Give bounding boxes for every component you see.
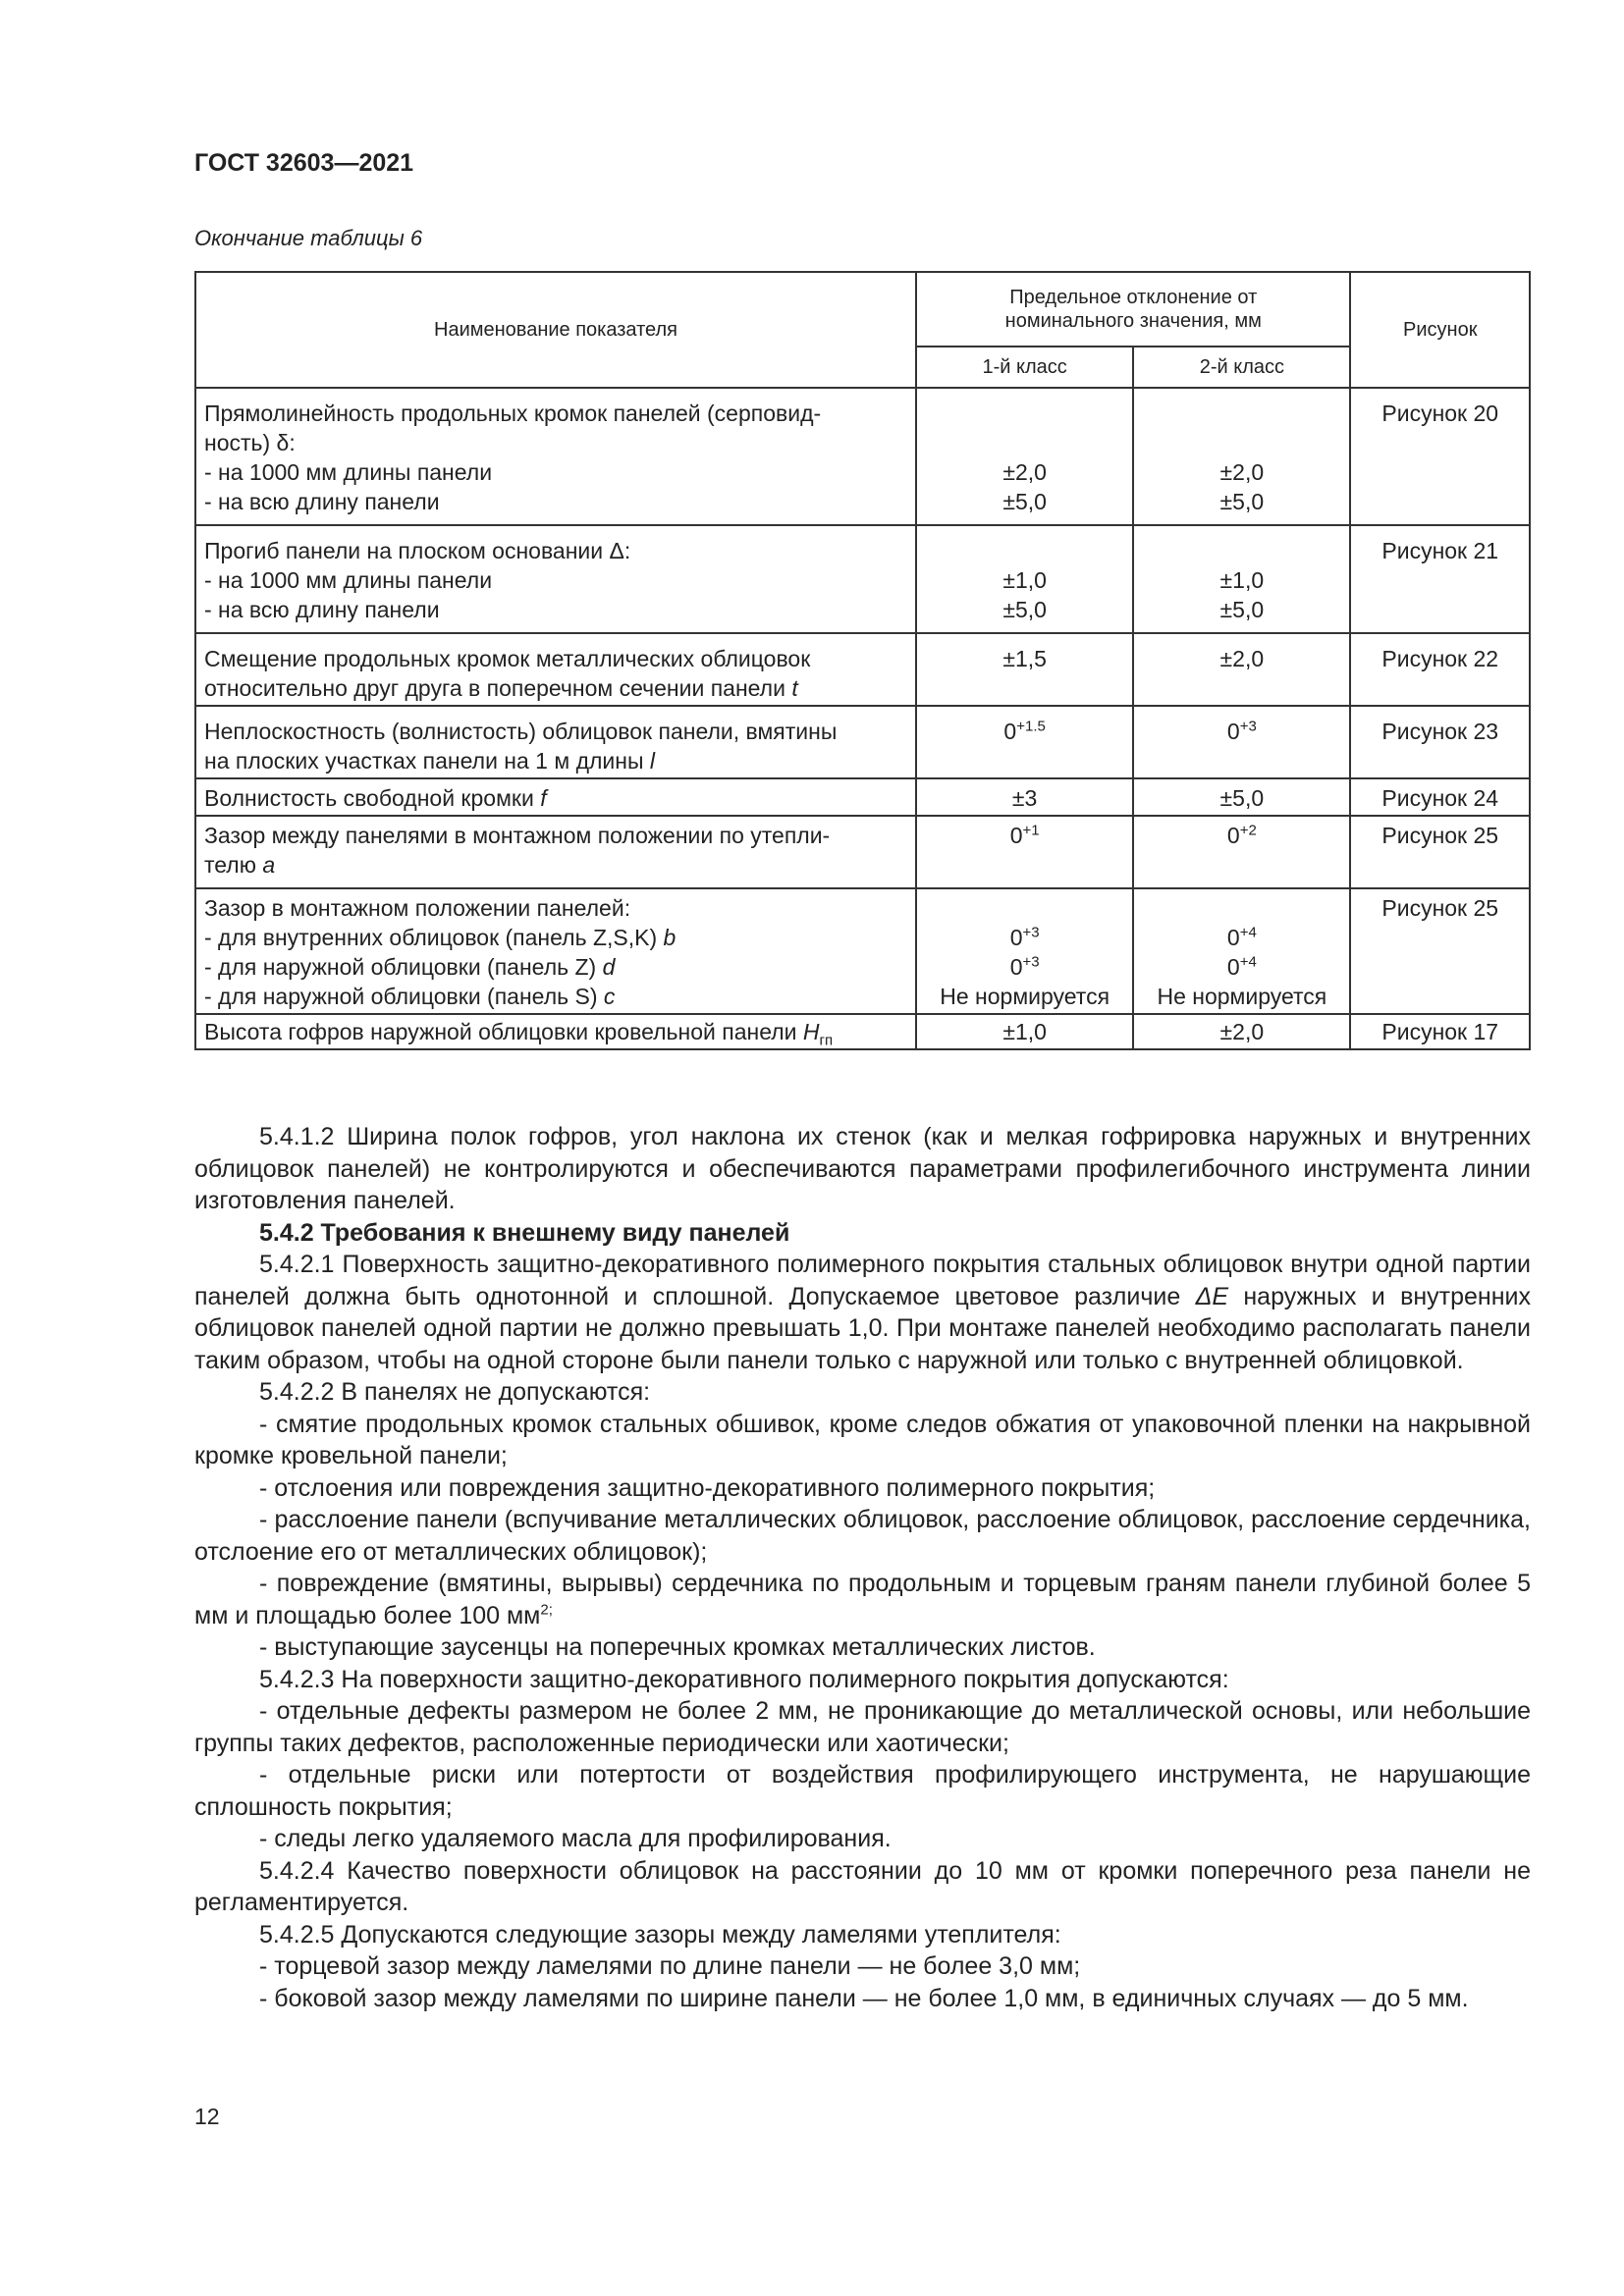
row-variable: a	[262, 852, 276, 878]
row-title-line2: относительно друг друга в поперечном сечении панели	[204, 675, 785, 701]
row-variable: t	[791, 675, 798, 701]
paragraph-part: 5.4.2.1 Поверхность защитно-декоративного полимерного покрытия стальных облицовок внутри одной партии панелей должна быть однотонной и сплошной. Допускаемое цветовое различие	[194, 1251, 1531, 1310]
paragraph-5-4-2-5: 5.4.2.5 Допускаются следующие зазоры между ламелями утеплителя:	[259, 1920, 1061, 1949]
value: ±5,0	[1219, 489, 1265, 514]
table-caption: Окончание таблицы 6	[194, 226, 423, 250]
table-row	[195, 816, 1530, 888]
list-item: - отслоения или повреждения защитно-декоративного полимерного покрытия;	[259, 1473, 1156, 1502]
paragraph-5-4-2-2: 5.4.2.2 В панелях не допускаются:	[259, 1378, 651, 1406]
table-row	[195, 778, 1530, 816]
value-base: 0	[1226, 719, 1240, 744]
row-title: Высота гофров наружной облицовки кровельной панели	[204, 1019, 797, 1044]
row-class1	[916, 525, 1133, 633]
list-item: - расслоение панели (вспучивание металлических облицовок, расслоение облицовок, расслоение сердечника, отслоение его от металлических облицовок);	[194, 1506, 1531, 1566]
value: ±1,5	[1002, 646, 1047, 671]
list-item: - смятие продольных кромок стальных обшивок, кроме следов обжатия от упаковочной пленки на накрывной кромке кровельной панели;	[194, 1410, 1531, 1469]
value: ±1,0	[1002, 1019, 1047, 1044]
value: ±2,0	[1002, 459, 1047, 485]
value-base: 0	[1226, 925, 1240, 950]
figure-ref: Рисунок 22	[1381, 646, 1499, 671]
figure-ref: Рисунок 17	[1381, 1019, 1499, 1044]
value: ±5,0	[1002, 597, 1047, 622]
row-name	[195, 1014, 916, 1049]
list-item: - отдельные риски или потертости от воздействия профилирующего инструмента, не нарушающие сплошность покрытия;	[194, 1761, 1531, 1821]
row-name	[195, 633, 916, 706]
table-row	[195, 633, 1530, 706]
row-figure	[1350, 1014, 1530, 1049]
list-item: - отдельные дефекты размером не более 2 мм, не проникающие до металлической основы, или небольшие группы таких дефектов, расположенные периодически или хаотически;	[194, 1697, 1531, 1757]
header-deviation	[916, 272, 1350, 347]
row-class1	[916, 706, 1133, 778]
value-sup: +2	[1239, 822, 1257, 839]
value-sup: +3	[1022, 924, 1040, 941]
value: ±5,0	[1002, 489, 1047, 514]
list-item: - следы легко удаляемого масла для профилирования.	[259, 1825, 892, 1852]
header-deviation-line1: Предельное отклонение от	[1009, 287, 1258, 308]
document-body	[194, 1121, 1531, 2014]
row-title: Прогиб панели на плоском основании Δ:	[204, 538, 631, 563]
row-figure	[1350, 706, 1530, 778]
header-class2: 2-й класс	[1133, 347, 1350, 388]
row-figure	[1350, 778, 1530, 816]
figure-ref: Рисунок 21	[1381, 538, 1499, 563]
row-figure	[1350, 525, 1530, 633]
row-sub-name: - для наружной облицовки (панель Z)	[204, 954, 597, 980]
row-name	[195, 706, 916, 778]
row-name	[195, 388, 916, 525]
value-base: 0	[1009, 925, 1023, 950]
table-row	[195, 1014, 1530, 1049]
header-class1: 1-й класс	[916, 347, 1133, 388]
list-item-text: - повреждение (вмятины, вырывы) сердечника по продольным и торцевым граням панели глубиной более 5 мм и площадью более 100 мм	[194, 1570, 1531, 1629]
paragraph-5-4-2-3: 5.4.2.3 На поверхности защитно-декоративного полимерного покрытия допускаются:	[259, 1665, 1229, 1693]
value-base: 0	[1003, 719, 1017, 744]
value: ±2,0	[1219, 1019, 1265, 1044]
header-figure: Рисунок	[1350, 272, 1530, 388]
row-title-line1: Зазор между панелями в монтажном положении по утепли-	[204, 823, 831, 848]
figure-ref: Рисунок 25	[1381, 823, 1499, 848]
row-variable: f	[540, 785, 547, 811]
row-name	[195, 778, 916, 816]
row-class2	[1133, 525, 1350, 633]
row-variable-sub: гп	[819, 1032, 834, 1049]
value: ±1,0	[1219, 567, 1265, 593]
row-sub-name: - для внутренних облицовок (панель Z,S,K)	[204, 925, 658, 950]
section-heading-5-4-2: 5.4.2 Требования к внешнему виду панелей	[259, 1218, 790, 1247]
list-item: - торцевой зазор между ламелями по длине панели — не более 3,0 мм;	[259, 1952, 1081, 1980]
row-variable: c	[603, 984, 616, 1009]
table-row	[195, 388, 1530, 525]
row-sub-name: - на 1000 мм длины панели	[204, 567, 493, 593]
row-class2	[1133, 1014, 1350, 1049]
value-base: 0	[1009, 823, 1023, 848]
list-item: - боковой зазор между ламелями по ширине панели — не более 1,0 мм, в единичных случаях — до 5 мм.	[259, 1984, 1469, 2012]
header-name: Наименование показателя	[195, 272, 916, 388]
row-figure	[1350, 816, 1530, 888]
row-title-line2: на плоских участках панели на 1 м длины	[204, 748, 644, 774]
list-item	[194, 1568, 1531, 1631]
row-name	[195, 816, 916, 888]
value: ±3	[1011, 785, 1038, 811]
row-class1	[916, 816, 1133, 888]
row-sub-name: - на всю длину панели	[204, 597, 440, 622]
row-class2	[1133, 388, 1350, 525]
row-title-line1: Неплоскостность (волнистость) облицовок панели, вмятины	[204, 719, 838, 744]
value-sup: +1.5	[1016, 718, 1046, 735]
value: ±5,0	[1219, 597, 1265, 622]
row-class2	[1133, 633, 1350, 706]
figure-ref: Рисунок 25	[1381, 895, 1499, 921]
row-class1	[916, 388, 1133, 525]
paragraph-5-4-1-2: 5.4.1.2 Ширина полок гофров, угол наклона их стенок (как и мелкая гофрировка наружных и внутренних облицовок панелей) не контролируются и обеспечиваются параметрами профилегибочного инструмента линии изготовления панелей.	[194, 1123, 1531, 1214]
value: ±1,0	[1002, 567, 1047, 593]
value-sup: +3	[1239, 718, 1257, 735]
row-figure	[1350, 388, 1530, 525]
row-title-line2: ность) δ:	[204, 430, 296, 455]
table-row	[195, 525, 1530, 633]
list-item: - выступающие заусенцы на поперечных кромках металлических листов.	[259, 1633, 1096, 1661]
figure-ref: Рисунок 23	[1381, 719, 1499, 744]
row-class2	[1133, 816, 1350, 888]
row-title-line2: телю	[204, 852, 256, 878]
row-title-line1: Смещение продольных кромок металлических облицовок	[204, 646, 811, 671]
value: Не нормируется	[1157, 984, 1327, 1009]
figure-ref: Рисунок 20	[1381, 400, 1499, 426]
row-class2	[1133, 778, 1350, 816]
table-row	[195, 706, 1530, 778]
row-sub-name: - на 1000 мм длины панели	[204, 459, 493, 485]
value: Не нормируется	[940, 984, 1110, 1009]
row-title-line1: Прямолинейность продольных кромок панелей (серповид-	[204, 400, 822, 426]
value-sup: +3	[1022, 953, 1040, 971]
row-variable: l	[649, 748, 656, 774]
row-name	[195, 888, 916, 1014]
row-variable: H	[802, 1019, 820, 1044]
list-item-sup: 2;	[540, 1601, 553, 1619]
value-sup: +4	[1239, 924, 1257, 941]
value-sup: +1	[1022, 822, 1040, 839]
value-base: 0	[1226, 954, 1240, 980]
row-sub-name: - для наружной облицовки (панель S)	[204, 984, 598, 1009]
row-class2	[1133, 888, 1350, 1014]
row-title: Волнистость свободной кромки	[204, 785, 534, 811]
table-6	[194, 271, 1531, 1050]
value-sup: +4	[1239, 953, 1257, 971]
row-variable: b	[663, 925, 677, 950]
paragraph-5-4-2-1	[194, 1249, 1531, 1376]
value: ±2,0	[1219, 459, 1265, 485]
paragraph-part: наружных и внутренних облицовок панелей одной партии не должно превышать 1,0. При монтаже панелей необходимо располагать панели таким образом, чтобы на одной стороне были панели только с наружной или только с внутренней облицовкой.	[194, 1282, 1531, 1374]
value: ±2,0	[1219, 646, 1265, 671]
row-class1	[916, 633, 1133, 706]
row-class2	[1133, 706, 1350, 778]
row-name	[195, 525, 916, 633]
paragraph-5-4-2-4: 5.4.2.4 Качество поверхности облицовок на расстоянии до 10 мм от кромки поперечного реза панели не регламентируется.	[194, 1856, 1531, 1916]
page-number: 12	[194, 2104, 220, 2129]
value: ±5,0	[1219, 785, 1265, 811]
value-base: 0	[1226, 823, 1240, 848]
row-class1	[916, 1014, 1133, 1049]
row-figure	[1350, 888, 1530, 1014]
figure-ref: Рисунок 24	[1381, 785, 1499, 811]
row-sub-name: - на всю длину панели	[204, 489, 440, 514]
table-row	[195, 888, 1530, 1014]
document-code: ГОСТ 32603—2021	[194, 149, 414, 177]
row-figure	[1350, 633, 1530, 706]
row-title: Зазор в монтажном положении панелей:	[204, 895, 631, 921]
value-base: 0	[1009, 954, 1023, 980]
paragraph-variable: ΔE	[1195, 1282, 1229, 1310]
header-deviation-line2: номинального значения, мм	[1004, 310, 1262, 332]
row-class1	[916, 888, 1133, 1014]
row-variable: d	[602, 954, 616, 980]
row-class1	[916, 778, 1133, 816]
